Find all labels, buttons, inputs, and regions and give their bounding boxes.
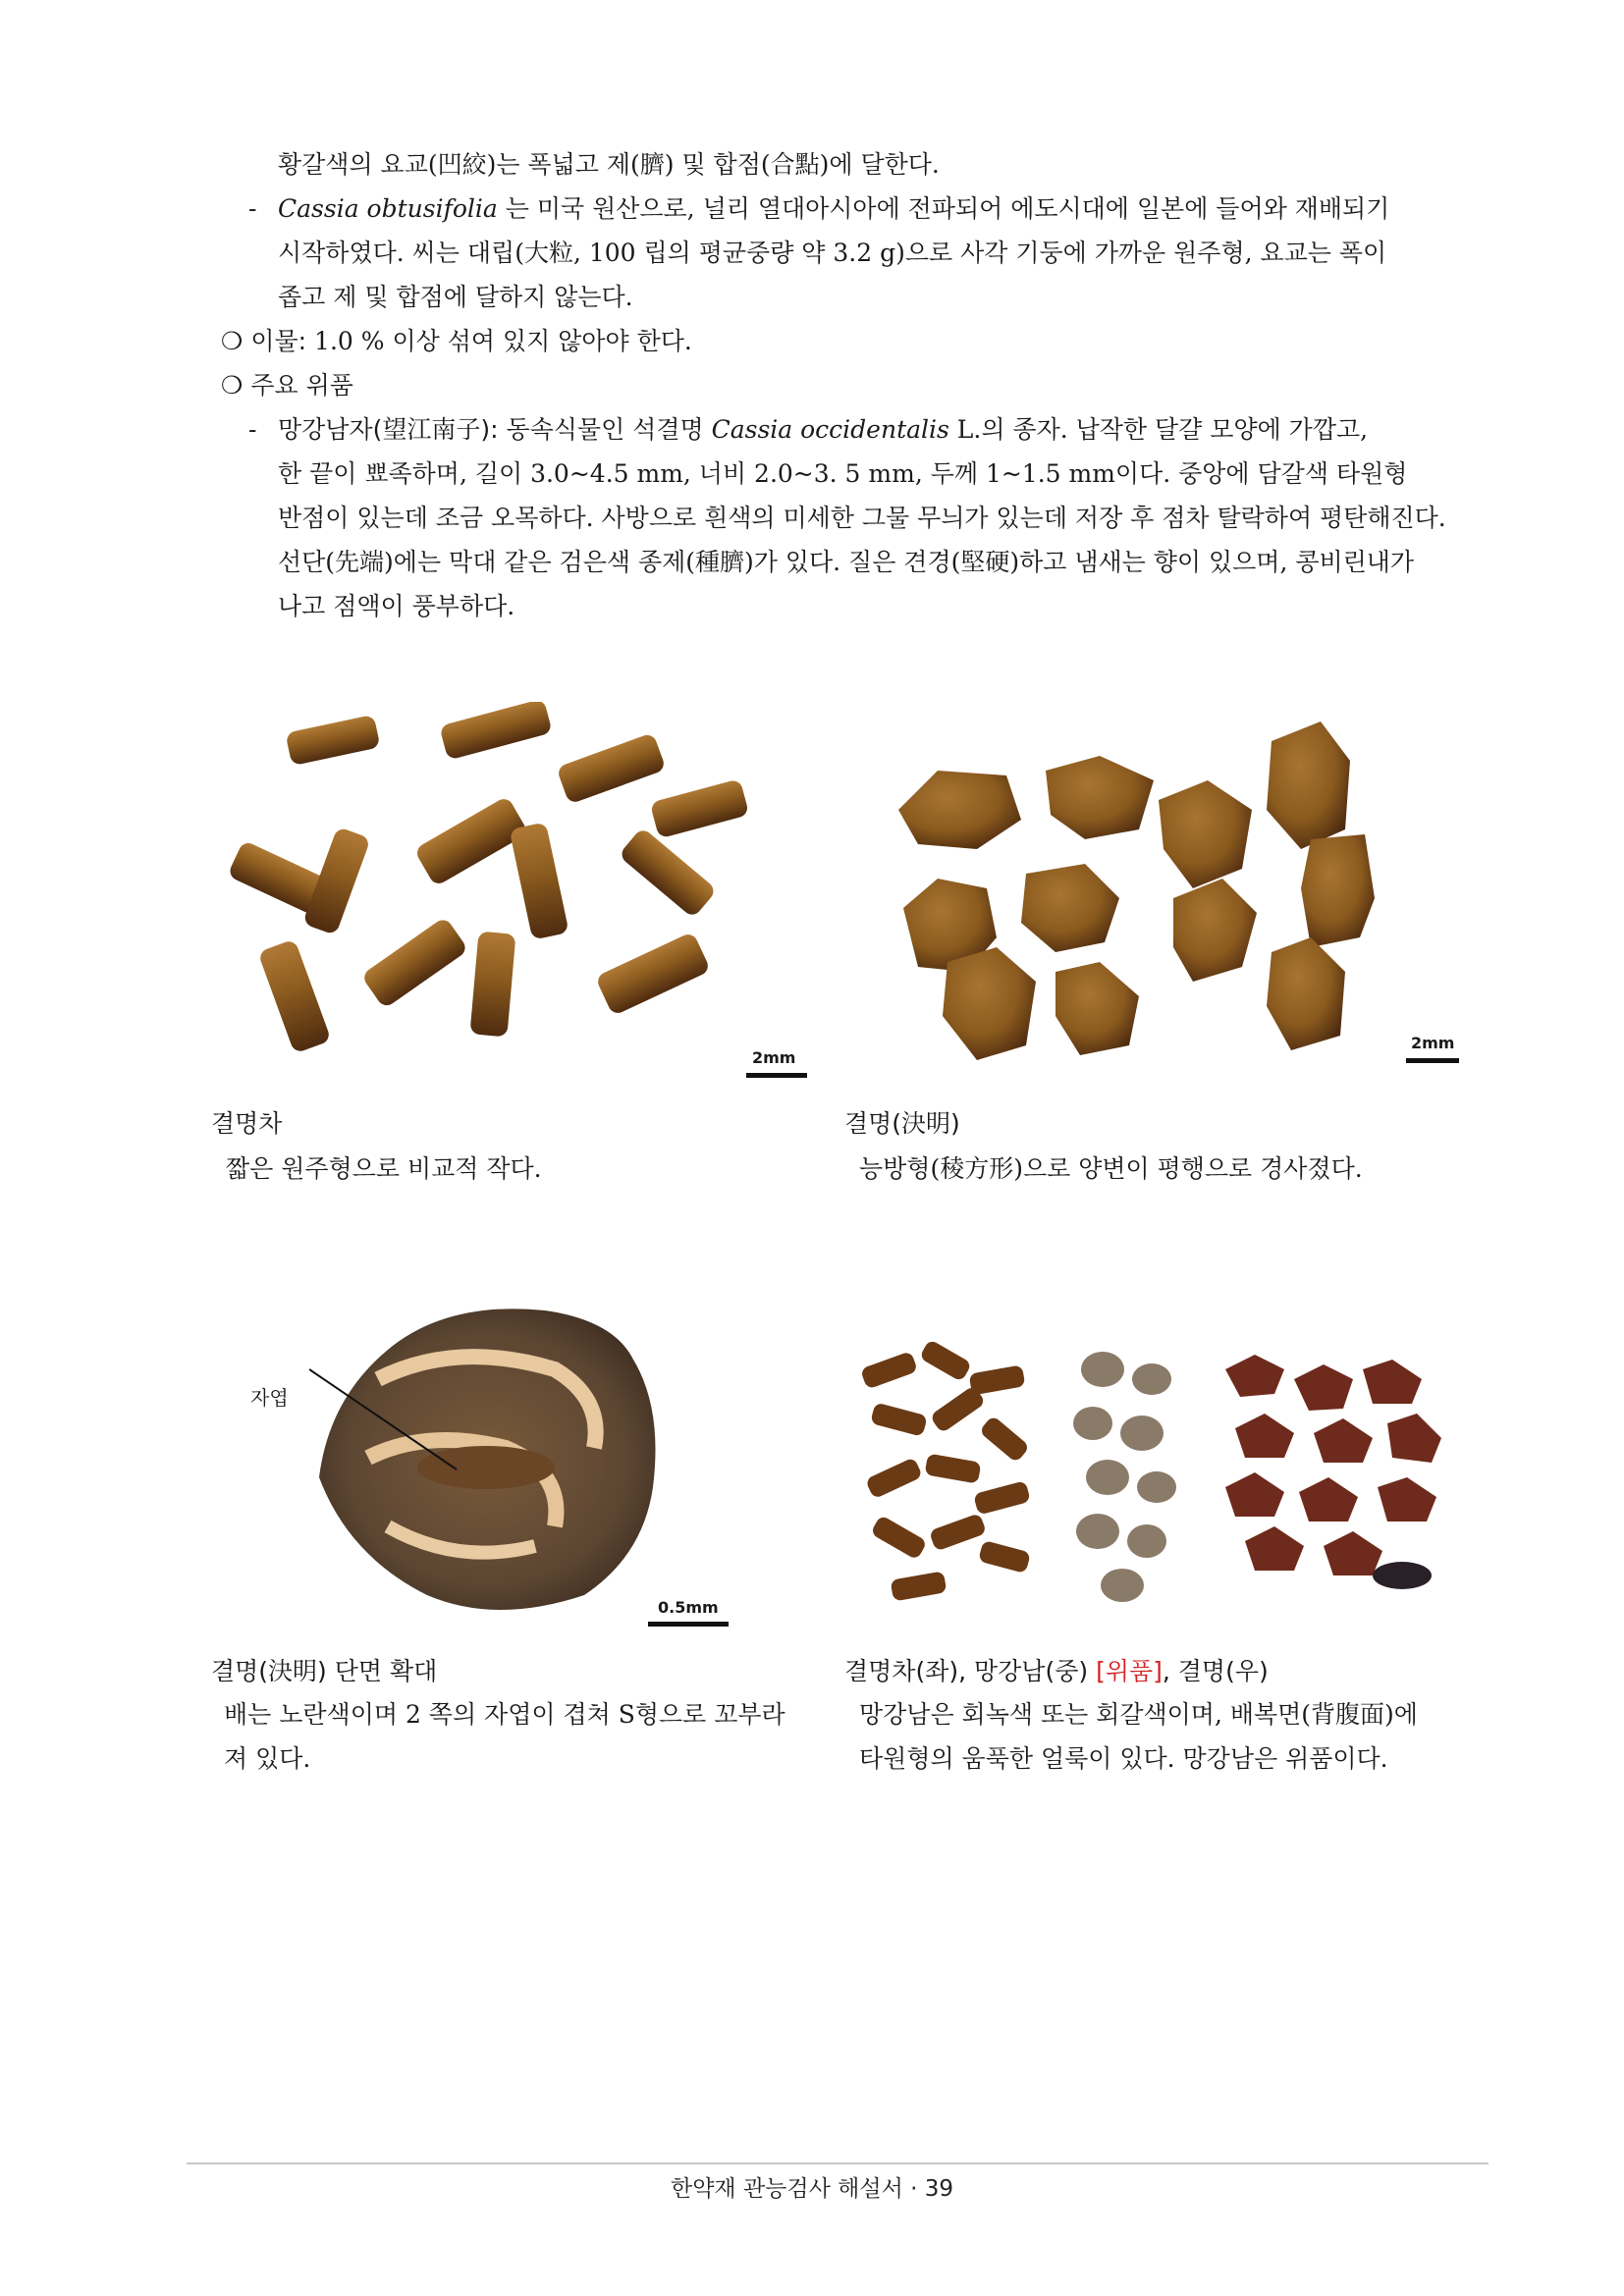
- counterfeit-pre: 동속식물인 석결명: [498, 415, 712, 444]
- photo-cross-section: [309, 1301, 722, 1625]
- left-group-gyeolmyeongcha: [860, 1340, 1031, 1602]
- figure-3-desc-2: 져 있다.: [224, 1744, 311, 1773]
- scale-label-2: 2mm: [1411, 1034, 1455, 1052]
- impurity-label: ❍ 이물:: [221, 327, 307, 355]
- body-line-4: 좁고 제 및 합점에 달하지 않는다.: [278, 283, 633, 311]
- figure-2-desc: 능방형(稜方形)으로 양변이 평행으로 경사졌다.: [859, 1154, 1363, 1183]
- dash-bullet: -: [248, 194, 257, 223]
- impurity-line: [221, 319, 692, 363]
- photo-seed-comparison: [852, 1340, 1461, 1615]
- scale-bar-1: [746, 1073, 807, 1078]
- body-line-1: 황갈색의 요교(凹絞)는 폭넓고 제(臍) 및 합점(合點)에 달한다.: [278, 150, 940, 179]
- right-group-gyeolmyeong: [1225, 1355, 1441, 1589]
- figure-3-title: 결명(決明) 단면 확대: [211, 1657, 438, 1685]
- photo-gyeolmyeong-seeds: [879, 702, 1389, 1080]
- photo-gyeolmyeongcha-seeds: [221, 702, 815, 1075]
- impurity-text: 1.0 % 이상 섞여 있지 않아야 한다.: [306, 327, 692, 355]
- scale-label-1: 2mm: [752, 1048, 796, 1067]
- pointer-label: 자엽: [250, 1386, 289, 1410]
- seed-cluster: [898, 721, 1375, 1060]
- figure-4-title: [844, 1652, 1269, 1691]
- counterfeit-line-2: 한 끝이 뾰족하며, 길이 3.0~4.5 mm, 너비 2.0~3. 5 mm, 두께 1~1.5 mm이다. 중앙에 담갈색 타원형: [278, 459, 1408, 488]
- scale-label-3: 0.5mm: [658, 1598, 719, 1617]
- figure-4-desc-2: 타원형의 움푹한 얼룩이 있다. 망강남은 위품이다.: [859, 1744, 1388, 1773]
- counterfeit-heading: ❍ 주요 위품: [221, 371, 353, 400]
- counterfeit-tag: [위품]: [1096, 1657, 1163, 1685]
- figure-1-desc: 짧은 원주형으로 비교적 작다.: [226, 1154, 542, 1183]
- dash-bullet-2: -: [248, 415, 257, 444]
- scale-bar-3: [648, 1622, 729, 1627]
- counterfeit-name: 망강남자(望江南子):: [278, 415, 499, 444]
- figure-3-desc-1: 배는 노란색이며 2 쪽의 자엽이 겹쳐 S형으로 꼬부라: [224, 1700, 785, 1729]
- counterfeit-line-4: 선단(先端)에는 막대 같은 검은색 종제(種臍)가 있다. 질은 견경(堅硬)하고 냄새는 향이 있으며, 콩비린내가: [278, 548, 1415, 576]
- body-line-2-rest: 는 미국 원산으로, 널리 열대아시아에 전파되어 에도시대에 일본에 들어와 재배되기: [497, 194, 1390, 223]
- counterfeit-post: L.의 종자. 납작한 달걀 모양에 가깝고,: [948, 415, 1369, 444]
- counterfeit-line-3: 반점이 있는데 조금 오목하다. 사방으로 흰색의 미세한 그물 무늬가 있는데 저장 후 점차 탈락하여 평탄해진다.: [278, 504, 1446, 532]
- counterfeit-line-1: [278, 407, 1368, 452]
- figure-1-title: 결명차: [211, 1109, 283, 1138]
- figure-4-title-b: , 결명(우): [1162, 1657, 1269, 1685]
- page-footer: 한약재 관능검사 해설서 · 39: [670, 2176, 953, 2202]
- figure-4-desc-1: 망강남은 회녹색 또는 회갈색이며, 배복면(背腹面)에: [859, 1700, 1418, 1729]
- footer-divider: [187, 2163, 1489, 2164]
- counterfeit-line-5: 나고 점액이 풍부하다.: [278, 592, 515, 620]
- body-line-2: [278, 187, 1389, 231]
- scale-bar-2: [1406, 1058, 1459, 1063]
- figure-4-title-a: 결명차(좌), 망강남(중): [844, 1657, 1097, 1685]
- section-body: [319, 1308, 656, 1610]
- body-line-3: 시작하였다. 씨는 대립(大粒, 100 립의 평균중량 약 3.2 g)으로 사각 기둥에 가까운 원주형, 요교는 폭이: [278, 239, 1387, 267]
- middle-group-manggangnam: [1073, 1352, 1176, 1602]
- seed-cluster: [227, 702, 749, 1054]
- figure-2-title: 결명(決明): [844, 1109, 960, 1138]
- counterfeit-species: Cassia occidentalis: [711, 415, 949, 444]
- species-name: Cassia obtusifolia: [278, 194, 498, 223]
